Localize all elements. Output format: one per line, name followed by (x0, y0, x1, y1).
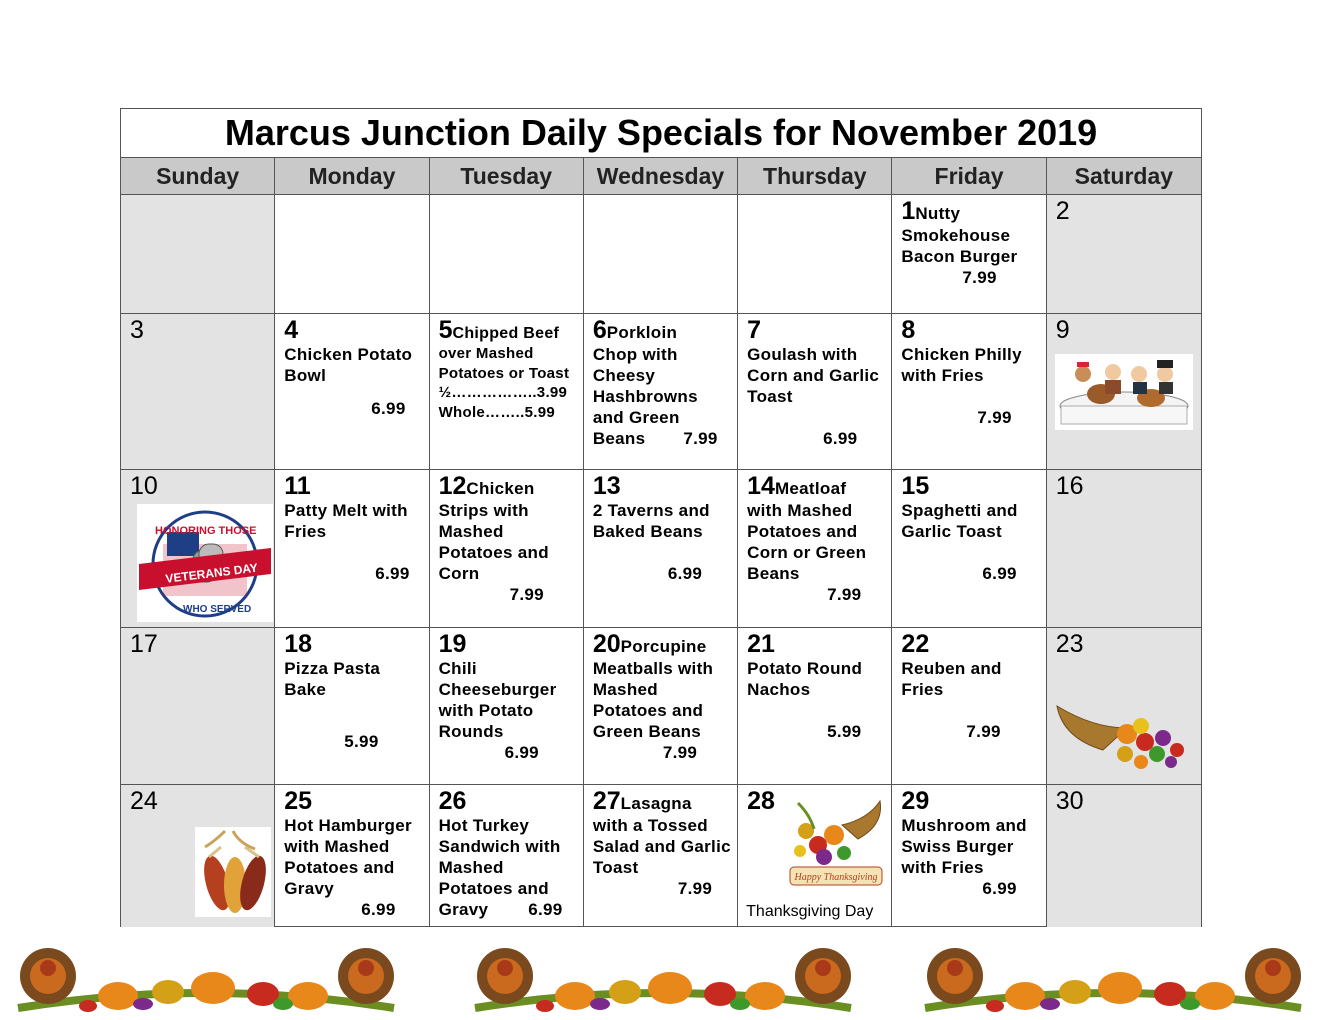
day-cell-30 (1047, 785, 1201, 927)
special-price: 5.99 (827, 722, 862, 741)
day-number: 20 (592, 630, 621, 658)
day-number: 21 (747, 630, 775, 658)
day-number: 9 (1055, 316, 1070, 344)
special-price: 7.99 (977, 408, 1012, 427)
special-price: 7.99 (662, 743, 698, 762)
day-cell-1 (892, 195, 1046, 314)
day-cell-29 (892, 785, 1046, 927)
day-number: 15 (901, 472, 930, 500)
special-text: Goulash with Corn and Garlic Toast (747, 345, 880, 406)
weekday-tuesday: Tuesday (430, 158, 584, 194)
day-cell-4 (275, 314, 429, 470)
day-cell-9 (1047, 314, 1201, 470)
special-price: 6.99 (375, 564, 410, 583)
day-cell-28 (738, 785, 892, 927)
day-cell-23 (1047, 628, 1201, 785)
day-number: 24 (130, 787, 158, 815)
day-cell-6 (584, 314, 738, 470)
day-number: 26 (438, 787, 467, 815)
day-cell-11 (275, 470, 429, 628)
day-number: 23 (1055, 630, 1084, 658)
day-number: 30 (1055, 787, 1084, 815)
weekday-sunday: Sunday (121, 158, 275, 194)
day-cell-12 (430, 470, 584, 628)
special-text: Chicken Potato Bowl (284, 345, 413, 385)
day-cell-2 (1047, 195, 1201, 314)
veterans-badge-top: HONORING THOSE (155, 525, 257, 537)
day-number: 22 (901, 630, 930, 658)
special-price-half: ½……………..3.99 (438, 384, 568, 401)
weekday-thursday: Thursday (738, 158, 892, 194)
day-number: 19 (438, 630, 467, 658)
day-cell-27 (584, 785, 738, 927)
special-price: 7.99 (683, 429, 718, 448)
day-cell-15 (892, 470, 1046, 628)
special-text: Strips with Mashed Potatoes and Corn (438, 501, 549, 583)
special-lead: Meatloaf (774, 479, 847, 498)
special-lead: Nutty (915, 204, 961, 223)
special-price: 5.99 (344, 732, 379, 751)
special-text: Mushroom and Swiss Burger with Fries (901, 816, 1027, 877)
special-price: 6.99 (528, 900, 563, 919)
special-lead: Chicken (466, 479, 535, 498)
day-number: 29 (901, 787, 930, 815)
day-number: 27 (592, 787, 621, 815)
day-cell-20 (584, 628, 738, 785)
veterans-badge-bottom: WHO SERVED (183, 604, 252, 615)
day-cell-8 (892, 314, 1046, 470)
special-text: 2 Taverns and Baked Beans (592, 501, 710, 541)
special-text: Hot Turkey Sandwich with Mashed Potatoes and (438, 816, 561, 898)
day-cell-16 (1047, 470, 1201, 628)
day-cell-22 (892, 628, 1046, 785)
special-text: Patty Melt with Fries (284, 501, 408, 541)
special-price: 6.99 (982, 879, 1017, 898)
day-number: 28 (747, 787, 775, 815)
calendar-title: Marcus Junction Daily Specials for November 2019 (121, 109, 1201, 158)
pilgrims-feast-illustration (1055, 354, 1193, 430)
special-price: 6.99 (361, 900, 396, 919)
special-price: 7.99 (827, 585, 862, 604)
day-cell-empty (430, 195, 584, 314)
day-number: 4 (284, 316, 299, 344)
day-cell-7 (738, 314, 892, 470)
special-price: 6.99 (667, 564, 703, 583)
day-number: 8 (901, 316, 916, 344)
day-cell-5 (430, 314, 584, 470)
day-cell-empty (275, 195, 429, 314)
special-lead: Porcupine (620, 637, 707, 656)
calendar (120, 108, 1202, 927)
special-price-whole: Whole……..5.99 (438, 403, 555, 421)
day-cell-19 (430, 628, 584, 785)
day-number: 10 (130, 472, 158, 500)
special-text: Smokehouse Bacon Burger (901, 226, 1018, 266)
harvest-border-left (8, 938, 403, 1018)
special-text-last: Gravy 6.99 (438, 900, 563, 919)
veterans-badge-mid: VETERANS DAY (164, 560, 259, 586)
day-cell-26 (430, 785, 584, 927)
day-number: 25 (284, 787, 313, 815)
special-price: 7.99 (962, 268, 997, 287)
special-text: Spaghetti and Garlic Toast (901, 501, 1018, 541)
special-text: Reuben and Fries (901, 659, 1002, 699)
weekday-monday: Monday (275, 158, 429, 194)
harvest-border-center (465, 938, 860, 1018)
day-cell-17 (121, 628, 275, 785)
day-number: 3 (130, 316, 144, 344)
day-number: 11 (284, 472, 311, 500)
day-cell-3 (121, 314, 275, 470)
special-text: with Mashed Potatoes and Corn or Green Beans (747, 501, 867, 583)
cornucopia-illustration (1053, 698, 1193, 778)
special-text: Potato Round Nachos (747, 659, 863, 699)
day-number: 7 (747, 316, 762, 344)
day-cell-empty (121, 195, 275, 314)
special-lead: Lasagna (620, 794, 692, 813)
weekday-friday: Friday (892, 158, 1046, 194)
day-number: 18 (284, 630, 313, 658)
special-price: 7.99 (966, 722, 1001, 741)
special-price: 6.99 (982, 564, 1017, 583)
special-text-last: Beans 7.99 (592, 429, 718, 448)
happy-thanksgiving-cornucopia (784, 795, 888, 895)
day-number: 12 (438, 472, 467, 500)
veterans-day-badge (137, 504, 273, 622)
day-cell-13 (584, 470, 738, 628)
weekday-saturday: Saturday (1074, 163, 1174, 189)
weekday-header-row (121, 158, 1201, 195)
thanksgiving-banner-text: Happy Thanksgiving (794, 872, 878, 883)
special-text: Pizza Pasta Bake (284, 659, 381, 699)
day-cell-21 (738, 628, 892, 785)
special-lead: Chipped Beef (452, 325, 560, 342)
special-text: with a Tossed Salad and Garlic Toast (592, 816, 731, 877)
special-price: 6.99 (823, 429, 858, 448)
special-lead: Porkloin (606, 323, 678, 342)
special-price: 6.99 (504, 743, 539, 762)
special-text: Chicken Philly with Fries (901, 345, 1022, 385)
special-text: Chop with Cheesy Hashbrowns and Green (592, 345, 698, 427)
indian-corn-illustration (195, 827, 271, 917)
day-cell-14 (738, 470, 892, 628)
calendar-grid (121, 195, 1201, 927)
weekday-wednesday: Wednesday (584, 158, 738, 194)
day-cell-25 (275, 785, 429, 927)
day-number: 5 (438, 316, 453, 344)
special-text: Meatballs with Mashed Potatoes and Green Beans (592, 659, 714, 741)
special-price: 7.99 (677, 879, 713, 898)
day-number: 6 (592, 316, 607, 344)
day-cell-empty (738, 195, 892, 314)
day-number: 14 (747, 472, 775, 500)
day-number: 13 (592, 472, 621, 500)
harvest-border-right (915, 938, 1310, 1018)
thanksgiving-caption: Thanksgiving Day (746, 903, 874, 920)
day-cell-24 (121, 785, 275, 927)
day-number: 17 (130, 630, 158, 658)
day-cell-10 (121, 470, 275, 628)
special-text: Chili Cheeseburger with Potato Rounds (438, 659, 557, 741)
special-text: over Mashed Potatoes or Toast (438, 345, 570, 382)
day-cell-18 (275, 628, 429, 785)
special-price: 6.99 (371, 399, 406, 418)
day-number: 1 (901, 197, 916, 225)
special-price: 7.99 (509, 585, 544, 604)
day-cell-empty (584, 195, 738, 314)
special-text: Hot Hamburger with Mashed Potatoes and Gravy (284, 816, 412, 898)
day-number: 2 (1055, 197, 1070, 225)
day-number: 16 (1055, 472, 1084, 500)
